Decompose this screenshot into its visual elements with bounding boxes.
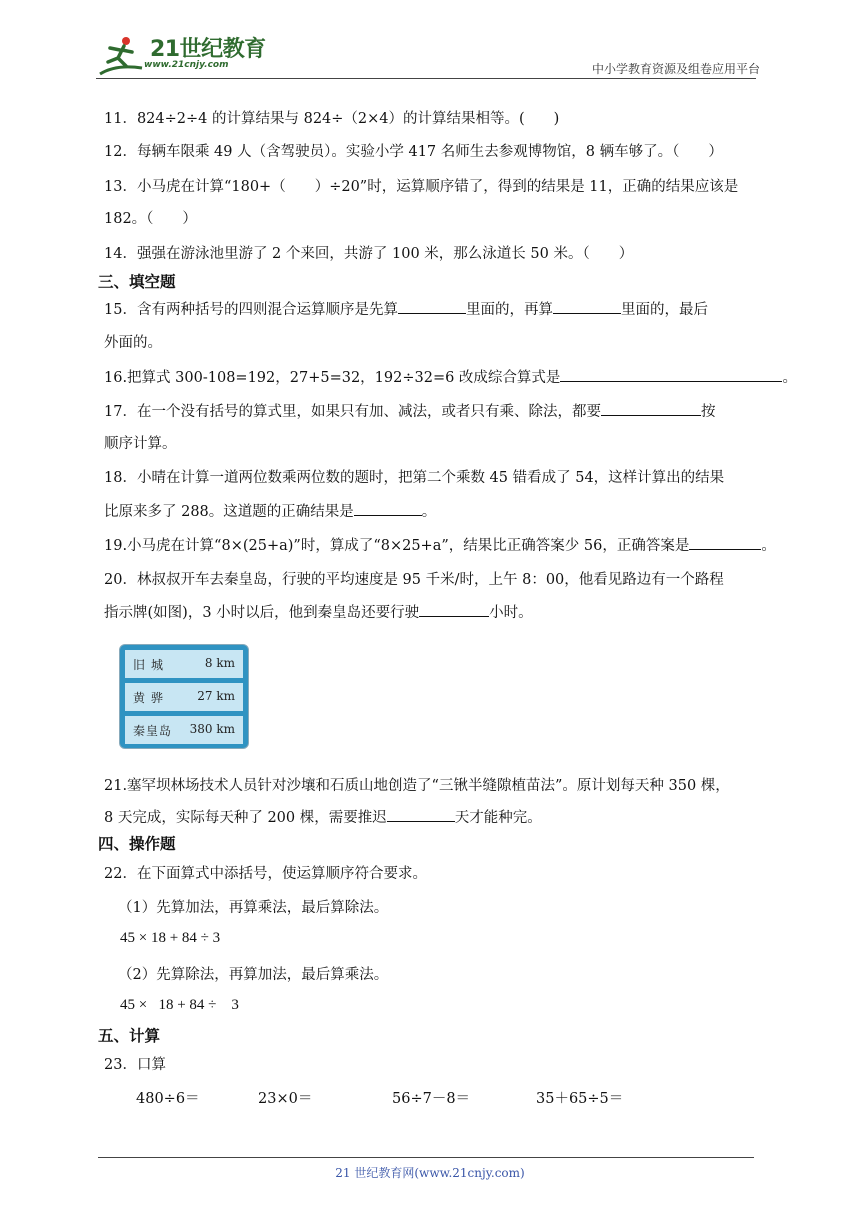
answer-blank[interactable] [601,401,701,416]
question-17-line1 [104,400,715,421]
header-tagline: 中小学教育资源及组卷应用平台 [591,62,760,76]
q17-end: 按 [700,404,716,420]
oral-calc-item: 56÷7－8＝ [392,1091,471,1107]
q18-end: 。 [421,504,437,520]
sign-distance: 380 km [189,722,235,736]
section-four-title: 四、操作题 [98,835,176,853]
question-15-line2: 外面的。 [104,335,162,351]
q17-text: 17．在一个没有括号的算式里，如果只有加、减法，或者只有乘、除法，都要 [104,404,601,420]
footer-divider [98,1157,754,1158]
question-23: 23．口算 [104,1057,166,1073]
question-12: 12．每辆车限乘 49 人（含驾驶员）。实验小学 417 名师生去参观博物馆，8 辆车够了。（ ） [104,144,723,160]
q16-text: 16.把算式 300-108=192，27+5=32，192÷32=6 改成综合算式是 [104,370,561,386]
sign-place: 旧城 [133,658,170,672]
q15-text-2: 里面的，再算 [465,302,553,318]
q16-end: 。 [782,370,797,386]
q20-end: 小时。 [489,605,533,621]
q21-text: 8 天完成，实际每天种了 200 棵，需要推迟 [104,810,387,826]
q15-text-1: 15．含有两种括号的四则混合运算顺序是先算 [104,302,398,318]
question-16 [104,366,797,387]
question-22-expr2: 45 × 18 + 84 ÷ 3 [120,997,239,1013]
sign-row [125,650,243,678]
question-14: 14．强强在游泳池里游了 2 个来回，共游了 100 米，那么泳道长 50 米。（ ） [104,246,634,262]
oral-calc-item: 35＋65÷5＝ [536,1091,624,1107]
runner-logo-icon [96,34,148,78]
question-21-line2 [104,806,542,827]
sign-place: 秦皇岛 [133,724,173,738]
question-19 [104,534,776,555]
question-22-expr1: 45 × 18 + 84 ÷ 3 [120,930,221,946]
question-13-line1: 13．小马虎在计算“180+（ ）÷20”时，运算顺序错了，得到的结果是 11，正确的结果应该是 [104,179,739,195]
question-17-line2: 顺序计算。 [104,436,177,452]
answer-blank[interactable] [387,807,455,822]
q19-text: 19.小马虎在计算“8×(25+a)”时，算成了“8×25+a”，结果比正确答案少 56，正确答案是 [104,538,690,554]
page-header [96,30,760,78]
answer-blank[interactable] [560,367,782,382]
logo-text: 21世纪教育 [150,37,266,62]
answer-blank[interactable] [689,535,761,550]
oral-calc-item: 480÷6＝ [136,1091,200,1107]
question-20-line2 [104,601,533,622]
page-footer: 21 世纪教育网(www.21cnjy.com) [335,1166,525,1180]
section-five-title: 五、计算 [98,1027,161,1045]
q19-end: 。 [761,538,776,554]
site-logo [96,34,266,76]
question-18-line2 [104,500,436,521]
question-15-line1 [104,298,708,319]
sign-distance: 8 km [204,656,235,670]
question-18-line1: 18．小晴在计算一道两位数乘两位数的题时，把第二个乘数 45 错看成了 54，这样计算出的结果 [104,470,725,486]
question-22-part1: （1）先算加法，再算乘法，最后算除法。 [118,900,389,916]
answer-blank[interactable] [419,602,489,617]
sign-distance: 27 km [197,689,235,703]
sign-place: 黄骅 [133,691,170,705]
question-21-line1: 21.塞罕坝林场技术人员针对沙壤和石质山地创造了“三锹半缝隙植苗法”。原计划每天种 350 棵， [104,778,730,794]
question-22: 22．在下面算式中添括号，使运算顺序符合要求。 [104,866,427,882]
question-22-part2: （2）先算除法，再算加法，最后算乘法。 [118,967,389,983]
sign-row [125,716,243,744]
q18-text: 比原来多了 288。这道题的正确结果是 [104,504,354,520]
section-three-title: 三、填空题 [98,273,176,291]
header-divider [96,78,756,79]
answer-blank[interactable] [398,299,466,314]
oral-calc-item: 23×0＝ [258,1091,313,1107]
road-distance-sign [119,644,249,749]
q15-text-3: 里面的，最后 [620,302,708,318]
answer-blank[interactable] [553,299,621,314]
q21-end: 天才能种完。 [454,810,542,826]
question-13-line2: 182。（ ） [104,211,197,227]
question-11: 11．824÷2÷4 的计算结果与 824÷（2×4）的计算结果相等。( ) [104,111,560,127]
sign-row [125,683,243,711]
q20-text: 指示牌(如图)，3 小时以后，他到秦皇岛还要行驶 [104,605,420,621]
question-20-line1: 20．林叔叔开车去秦皇岛，行驶的平均速度是 95 千米/时，上午 8：00，他看见路边有一个路程 [104,572,724,588]
answer-blank[interactable] [354,501,422,516]
logo-url: www.21cnjy.com [144,60,229,70]
